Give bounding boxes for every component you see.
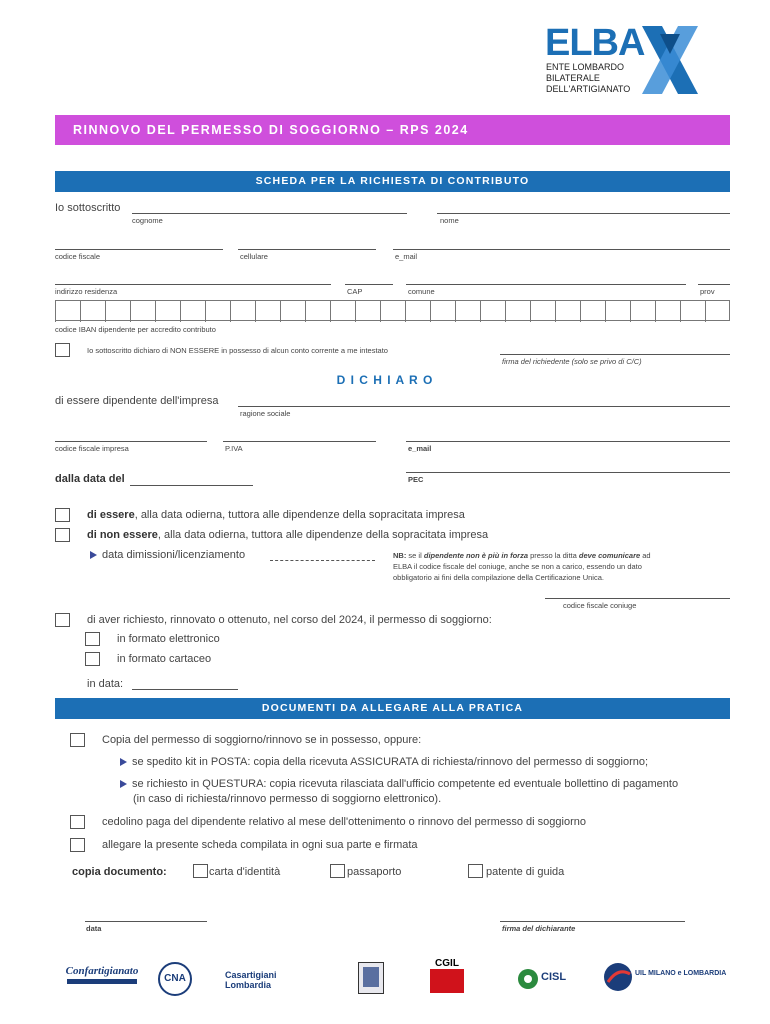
cellulare-field[interactable] xyxy=(238,249,376,250)
carta-label: carta d'identità xyxy=(209,866,281,878)
essere-bold: di essere xyxy=(87,509,135,521)
cap-label: CAP xyxy=(347,287,363,296)
firma-dichiarante-label: firma del dichiarante xyxy=(502,924,576,933)
nb-part4: presso la ditta xyxy=(528,551,579,560)
section-header-richiesta: SCHEDA PER LA RICHIESTA DI CONTRIBUTO xyxy=(55,171,730,192)
essere-rest: , alla data odierna, tuttora alle dipendenze della sopracitata impresa xyxy=(134,509,465,521)
dipendente-label: di essere dipendente dell'impresa xyxy=(55,395,219,407)
dimissioni-label: data dimissioni/licenziamento xyxy=(102,549,246,561)
iban-label: codice IBAN dipendente per accredito contributo xyxy=(55,325,216,334)
piva-field[interactable] xyxy=(223,441,376,442)
non-essere-checkbox[interactable] xyxy=(55,528,70,542)
elba-line2: BILATERALE xyxy=(546,73,600,83)
allegare-checkbox[interactable] xyxy=(70,838,85,852)
elba-logo-text: ELBA xyxy=(545,22,645,64)
codice-fiscale-label: codice fiscale xyxy=(55,252,101,261)
firma-richiedente-field[interactable] xyxy=(500,354,730,355)
confartigianato-text: Confartigianato xyxy=(65,965,139,977)
permesso-label: di aver richiesto, rinnovato o ottenuto, nel corso del 2024, il permesso di soggiorno: xyxy=(87,614,492,626)
title-banner xyxy=(55,115,730,145)
iban-input[interactable] xyxy=(55,300,730,321)
pec-label: PEC xyxy=(408,475,424,484)
prov-label: prov xyxy=(700,287,715,296)
cedolino-label: cedolino paga del dipendente relativo al mese dell'ottenimento o rinnovo del permesso di soggiorno xyxy=(102,816,586,828)
data-field[interactable] xyxy=(85,921,207,922)
copia-label: Copia del permesso di soggiorno/rinnovo se in possesso, oppure: xyxy=(102,734,422,746)
pec-field[interactable] xyxy=(406,472,730,473)
company-email-label: e_mail xyxy=(408,444,432,453)
piva-label: P.IVA xyxy=(225,444,243,453)
cf-impresa-field[interactable] xyxy=(55,441,207,442)
dimissioni-field[interactable] xyxy=(270,560,375,561)
ragione-sociale-field[interactable] xyxy=(238,406,730,407)
email-field[interactable] xyxy=(393,249,730,250)
cognome-field[interactable] xyxy=(132,213,407,214)
nb-line3: obbligatorio ai fini della compilazione della Certificazione Unica. xyxy=(393,573,604,582)
non-essere-rest: , alla data odierna, tuttora alle dipendenze della sopracitata impresa xyxy=(157,529,489,541)
nb-prefix: NB: xyxy=(393,551,407,560)
dimissioni-row xyxy=(90,549,245,561)
posta-label: se spedito kit in POSTA: copia della ricevuta ASSICURATA di richiesta/rinnovo del permesso di soggiorno; xyxy=(132,756,649,768)
no-account-checkbox[interactable] xyxy=(55,343,70,357)
nb-emph2: deve comunicare xyxy=(578,551,641,560)
indirizzo-label: indirizzo residenza xyxy=(55,287,118,296)
elettronico-checkbox[interactable] xyxy=(85,632,100,646)
arrow-right-icon xyxy=(90,551,97,559)
cognome-label: cognome xyxy=(132,216,163,225)
in-data-field[interactable] xyxy=(132,689,238,690)
casartigiani-text: Casartigiani Lombardia xyxy=(225,970,277,990)
essere-checkbox[interactable] xyxy=(55,508,70,522)
email-label: e_mail xyxy=(395,252,418,261)
cellulare-label: cellulare xyxy=(240,252,268,261)
nb-part6: ad xyxy=(640,551,651,560)
nb-line2: ELBA il codice fiscale del coniuge, anche se non a carico, essendo un dato xyxy=(393,562,642,571)
nome-field[interactable] xyxy=(437,213,730,214)
non-essere-label xyxy=(87,529,488,541)
elba-logo xyxy=(545,22,695,102)
uil-icon xyxy=(603,962,633,992)
arrow-right-icon xyxy=(120,780,127,788)
cartaceo-checkbox[interactable] xyxy=(85,652,100,666)
company-email-field[interactable] xyxy=(406,441,730,442)
nb-emph1: dipendente non è più in forza xyxy=(423,551,529,560)
section-header-documenti: DOCUMENTI DA ALLEGARE ALLA PRATICA xyxy=(55,698,730,719)
data-label: data xyxy=(86,924,102,933)
regione-logo xyxy=(358,962,384,994)
cf-coniuge-field[interactable] xyxy=(545,598,730,599)
cf-coniuge-label: codice fiscale coniuge xyxy=(563,601,637,610)
cisl-logo xyxy=(517,966,577,992)
in-data-label: in data: xyxy=(87,678,124,690)
dalla-data-field[interactable] xyxy=(130,485,253,486)
page-title: RINNOVO DEL PERMESSO DI SOGGIORNO – RPS 2024 xyxy=(73,123,469,137)
elettronico-label: in formato elettronico xyxy=(117,633,220,645)
arrow-right-icon xyxy=(120,758,127,766)
cedolino-checkbox[interactable] xyxy=(70,815,85,829)
confartigianato-logo xyxy=(62,965,142,995)
elba-x-icon xyxy=(640,24,700,99)
cna-text: CNA xyxy=(158,962,192,996)
nome-label: nome xyxy=(440,216,459,225)
cisl-text: CISL xyxy=(541,971,567,983)
dichiaro-heading: D I C H I A R O xyxy=(336,373,434,387)
nb-note xyxy=(393,550,733,583)
crest-icon xyxy=(359,963,383,993)
carta-checkbox[interactable] xyxy=(193,864,208,878)
cap-field[interactable] xyxy=(345,284,393,285)
cisl-icon xyxy=(517,968,539,990)
uil-logo xyxy=(603,962,727,994)
essere-label xyxy=(87,509,465,521)
no-account-label: Io sottoscritto dichiaro di NON ESSERE in possesso di alcun conto corrente a me intestato xyxy=(87,346,388,355)
cf-impresa-label: codice fiscale impresa xyxy=(55,444,129,453)
passaporto-checkbox[interactable] xyxy=(330,864,345,878)
nb-part2: se il xyxy=(406,551,424,560)
ragione-sociale-label: ragione sociale xyxy=(240,409,291,418)
cna-logo xyxy=(158,962,192,996)
non-essere-bold: di non essere xyxy=(87,529,158,541)
dalla-data-label: dalla data del xyxy=(55,473,125,485)
questura-line2: (in caso di richiesta/rinnovo permesso di soggiorno elettronico). xyxy=(133,793,442,805)
indirizzo-field[interactable] xyxy=(55,284,331,285)
copia-checkbox[interactable] xyxy=(70,733,85,747)
questura-label: se richiesto in QUESTURA: copia ricevuta rilasciata dall'ufficio competente ed eventuale bollettino di pagamento xyxy=(132,778,679,790)
posta-row xyxy=(120,756,648,768)
allegare-label: allegare la presente scheda compilata in ogni sua parte e firmata xyxy=(102,839,418,851)
copia-documento-label: copia documento: xyxy=(72,866,167,878)
firma-richiedente-label: firma del richiedente (solo se privo di C/C) xyxy=(502,357,642,366)
elba-line3: DELL'ARTIGIANATO xyxy=(546,84,631,94)
elba-line1: ENTE LOMBARDO xyxy=(546,62,625,72)
patente-checkbox[interactable] xyxy=(468,864,483,878)
firma-dichiarante-field[interactable] xyxy=(500,921,685,922)
cgil-text: CGIL xyxy=(435,958,459,969)
uil-text: UIL MILANO e LOMBARDIA xyxy=(635,970,727,977)
casartigiani-logo xyxy=(225,970,305,990)
passaporto-label: passaporto xyxy=(347,866,402,878)
cartaceo-label: in formato cartaceo xyxy=(117,653,212,665)
questura-row xyxy=(120,778,678,790)
patente-label: patente di guida xyxy=(486,866,565,878)
intro-label: Io sottoscritto xyxy=(55,202,121,214)
comune-label: comune xyxy=(408,287,435,296)
comune-field[interactable] xyxy=(406,284,686,285)
nb-line1 xyxy=(393,550,733,561)
cgil-logo xyxy=(430,958,464,994)
codice-fiscale-field[interactable] xyxy=(55,249,223,250)
permesso-checkbox[interactable] xyxy=(55,613,70,627)
prov-field[interactable] xyxy=(698,284,730,285)
